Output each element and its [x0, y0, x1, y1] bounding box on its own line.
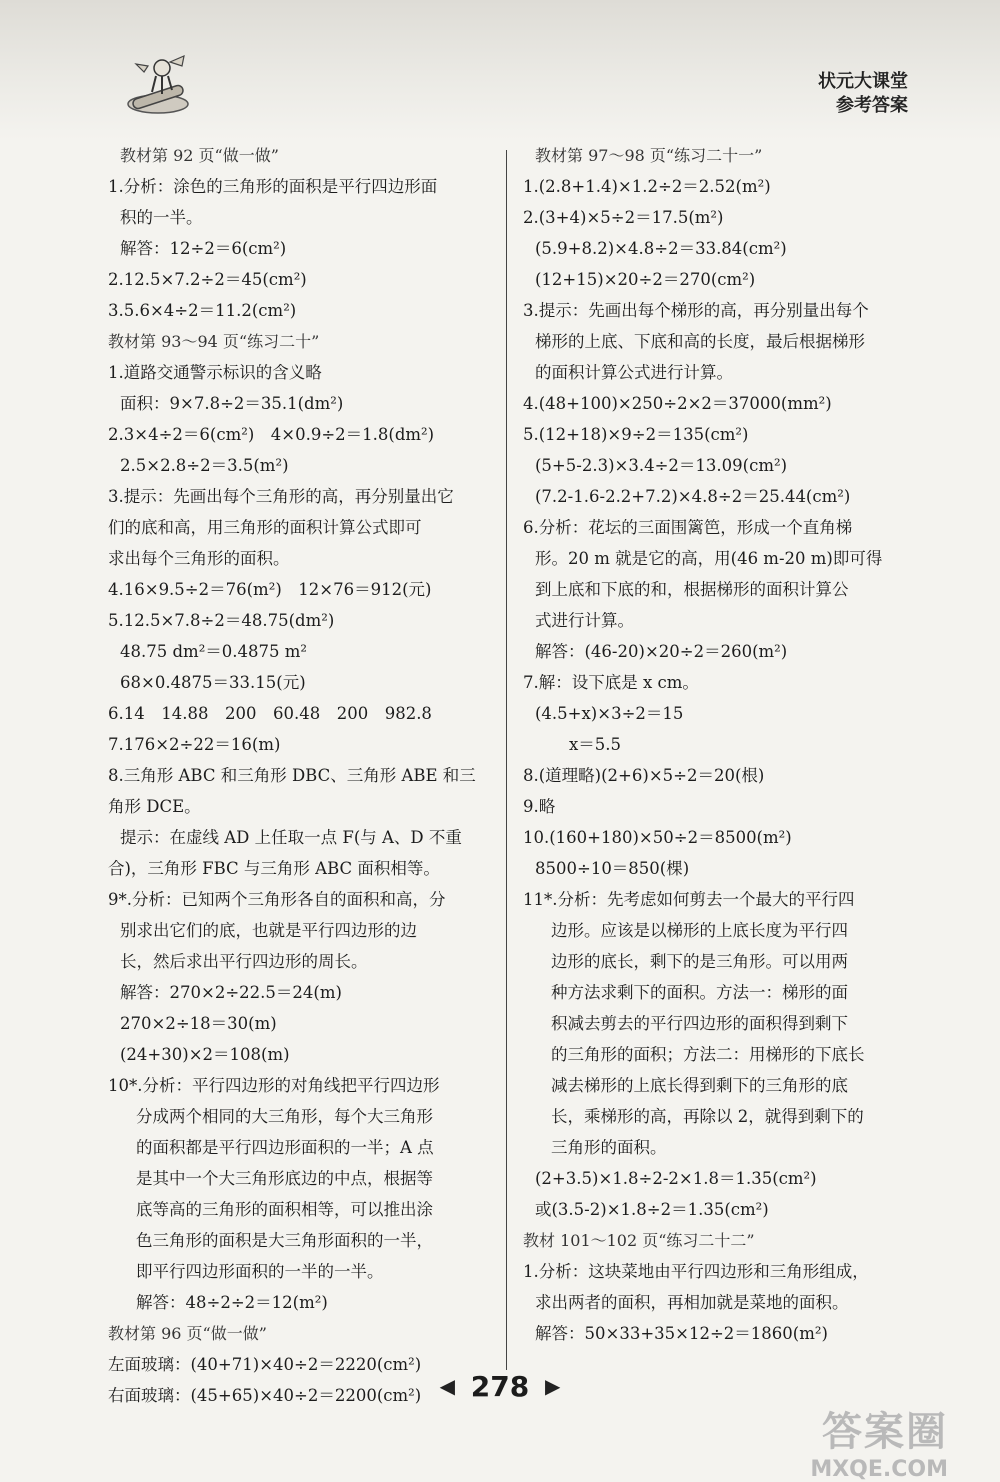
answer-line: 长，然后求出平行四边形的周长。: [120, 952, 368, 971]
answer-line: 2.3×4÷2＝6(cm²) 4×0.9÷2＝1.8(dm²): [108, 425, 435, 444]
answer-line: 长，乘梯形的高，再除以 2，就得到剩下的: [551, 1107, 864, 1126]
brand-line-2: 参考答案: [836, 95, 908, 116]
answer-line: 别求出它们的底，也就是平行四边形的边: [120, 921, 417, 940]
answer-line: 5.(12+18)×9÷2＝135(cm²): [523, 425, 749, 444]
answer-line: 分成两个相同的大三角形，每个大三角形: [136, 1107, 433, 1126]
answer-line: 4.16×9.5÷2＝76(m²) 12×76＝912(元): [108, 580, 432, 599]
answer-line: 解答：12÷2＝6(cm²): [120, 239, 287, 258]
watermark-url: MXQE.COM: [810, 1457, 948, 1482]
answer-line: 左面玻璃：(40+71)×40÷2＝2220(cm²): [108, 1355, 422, 1374]
answer-line: 合)，三角形 FBC 与三角形 ABC 面积相等。: [108, 859, 440, 878]
answer-line: 右面玻璃：(45+65)×40÷2＝2200(cm²): [108, 1386, 422, 1405]
answer-line: 教材第 97～98 页“练习二十一”: [535, 146, 763, 165]
column-divider: [506, 150, 507, 1370]
answer-line: (7.2-1.6-2.2+7.2)×4.8÷2＝25.44(cm²): [535, 487, 851, 506]
answer-line: (4.5+x)×3÷2＝15: [535, 704, 684, 723]
answer-line: 1.分析：涂色的三角形的面积是平行四边形面: [108, 177, 438, 196]
page-header: [0, 0, 1000, 140]
answer-line: 底等高的三角形的面积相等，可以推出涂: [136, 1200, 433, 1219]
answer-line: 到上底和下底的和，根据梯形的面积计算公: [535, 580, 849, 599]
answer-line: 1.道路交通警示标识的含义略: [108, 363, 322, 382]
answer-line: 68×0.4875＝33.15(元): [120, 673, 306, 692]
answer-line: 8500÷10＝850(棵): [535, 859, 690, 878]
answer-line: 的面积计算公式进行计算。: [535, 363, 733, 382]
answer-line: (2+3.5)×1.8÷2-2×1.8＝1.35(cm²): [535, 1169, 817, 1188]
answer-line: 积减去剪去的平行四边形的面积得到剩下: [551, 1014, 848, 1033]
answer-line: 2.5×2.8÷2＝3.5(m²): [120, 456, 289, 475]
answer-line: 解答：50×33+35×12÷2＝1860(m²): [535, 1324, 828, 1343]
answer-line: 10*.分析：平行四边形的对角线把平行四边形: [108, 1076, 440, 1095]
answer-line: 11*.分析：先考虑如何剪去一个最大的平行四: [523, 890, 855, 909]
answer-line: 教材第 96 页“做一做”: [108, 1324, 267, 1343]
answer-line: 9*.分析：已知两个三角形各自的面积和高，分: [108, 890, 446, 909]
answer-line: 求出每个三角形的面积。: [108, 549, 290, 568]
answer-line: 的三角形的面积；方法二：用梯形的下底长: [551, 1045, 865, 1064]
page-footer: [0, 1368, 1000, 1403]
answer-line: (5.9+8.2)×4.8÷2＝33.84(cm²): [535, 239, 787, 258]
answer-line: 1.(2.8+1.4)×1.2÷2＝2.52(m²): [523, 177, 771, 196]
brand-line-1: 状元大课堂: [818, 71, 908, 92]
answer-line: 10.(160+180)×50÷2＝8500(m²): [523, 828, 792, 847]
answer-line: 们的底和高，用三角形的面积计算公式即可: [108, 518, 422, 537]
answer-line: 边形。应该是以梯形的上底长度为平行四: [551, 921, 848, 940]
answer-line: 3.提示：先画出每个三角形的高，再分别量出它: [108, 487, 454, 506]
answer-line: 形。20 m 就是它的高，用(46 m-20 m)即可得: [535, 549, 883, 568]
answer-line: 色三角形的面积是大三角形面积的一半，: [136, 1231, 433, 1250]
answer-line: 2.(3+4)×5÷2＝17.5(m²): [523, 208, 724, 227]
answer-line: 减去梯形的上底长得到剩下的三角形的底: [551, 1076, 848, 1095]
answer-line: 2.12.5×7.2÷2＝45(cm²): [108, 270, 307, 289]
page-number: 278: [470, 1369, 530, 1403]
answer-line: 即平行四边形面积的一半的一半。: [136, 1262, 384, 1281]
answer-line: 3.提示：先画出每个梯形的高，再分别量出每个: [523, 301, 869, 320]
answer-line: 1.分析：这块菜地由平行四边形和三角形组成，: [523, 1262, 869, 1281]
answer-line: (24+30)×2＝108(m): [120, 1045, 290, 1064]
answer-line: 解答：(46-20)×20÷2＝260(m²): [535, 642, 788, 661]
answer-line: 的面积都是平行四边形面积的一半；A 点: [136, 1138, 434, 1157]
answer-line: 6.分析：花坛的三面围篱笆，形成一个直角梯: [523, 518, 853, 537]
watermark: [810, 1400, 948, 1482]
answer-line: 9.略: [523, 797, 556, 816]
answer-line: 7.176×2÷22＝16(m): [108, 735, 281, 754]
prev-arrow-icon: ◀: [439, 1374, 456, 1398]
answer-line: 教材第 92 页“做一做”: [120, 146, 279, 165]
answer-line: (12+15)×20÷2＝270(cm²): [535, 270, 756, 289]
mascot-logo-icon: [118, 52, 198, 118]
watermark-logo-text: 答案圈: [822, 1409, 948, 1455]
answer-line: 是其中一个大三角形底边的中点，根据等: [136, 1169, 433, 1188]
answer-line: x＝5.5: [569, 735, 622, 754]
answer-line: 三角形的面积。: [551, 1138, 667, 1157]
answer-line: 7.解：设下底是 x cm。: [523, 673, 699, 692]
answer-line: 48.75 dm²＝0.4875 m²: [120, 642, 308, 661]
answer-line: 教材 101～102 页“练习二十二”: [523, 1231, 755, 1250]
answer-line: 4.(48+100)×250÷2×2＝37000(mm²): [523, 394, 832, 413]
answer-line: 3.5.6×4÷2＝11.2(cm²): [108, 301, 297, 320]
answer-line: 8.(道理略)(2+6)×5÷2＝20(根): [523, 766, 765, 785]
answer-line: 角形 DCE。: [108, 797, 201, 816]
answer-line: 边形的底长，剩下的是三角形。可以用两: [551, 952, 848, 971]
answer-line: (5+5-2.3)×3.4÷2＝13.09(cm²): [535, 456, 788, 475]
answer-line: 或(3.5-2)×1.8÷2＝1.35(cm²): [535, 1200, 769, 1219]
next-arrow-icon: ▶: [544, 1374, 561, 1398]
answer-line: 求出两者的面积，再相加就是菜地的面积。: [535, 1293, 849, 1312]
answer-line: 5.12.5×7.8÷2＝48.75(dm²): [108, 611, 335, 630]
brand-title: [818, 70, 908, 118]
answer-line: 式进行计算。: [535, 611, 634, 630]
answer-line: 8.三角形 ABC 和三角形 DBC、三角形 ABE 和三: [108, 766, 476, 785]
answer-line: 梯形的上底、下底和高的长度，最后根据梯形: [535, 332, 865, 351]
answer-line: 6.14 14.88 200 60.48 200 982.8: [108, 704, 432, 723]
answer-line: 解答：270×2÷22.5＝24(m): [120, 983, 342, 1002]
answer-line: 积的一半。: [120, 208, 203, 227]
right-column: [523, 140, 918, 1349]
left-column: [108, 140, 493, 1411]
answer-line: 种方法求剩下的面积。方法一：梯形的面: [551, 983, 848, 1002]
answer-line: 面积：9×7.8÷2＝35.1(dm²): [120, 394, 344, 413]
answer-line: 解答：48÷2÷2＝12(m²): [136, 1293, 328, 1312]
answer-line: 270×2÷18＝30(m): [120, 1014, 277, 1033]
answer-line: 教材第 93～94 页“练习二十”: [108, 332, 320, 351]
answer-line: 提示：在虚线 AD 上任取一点 F(与 A、D 不重: [120, 828, 462, 847]
